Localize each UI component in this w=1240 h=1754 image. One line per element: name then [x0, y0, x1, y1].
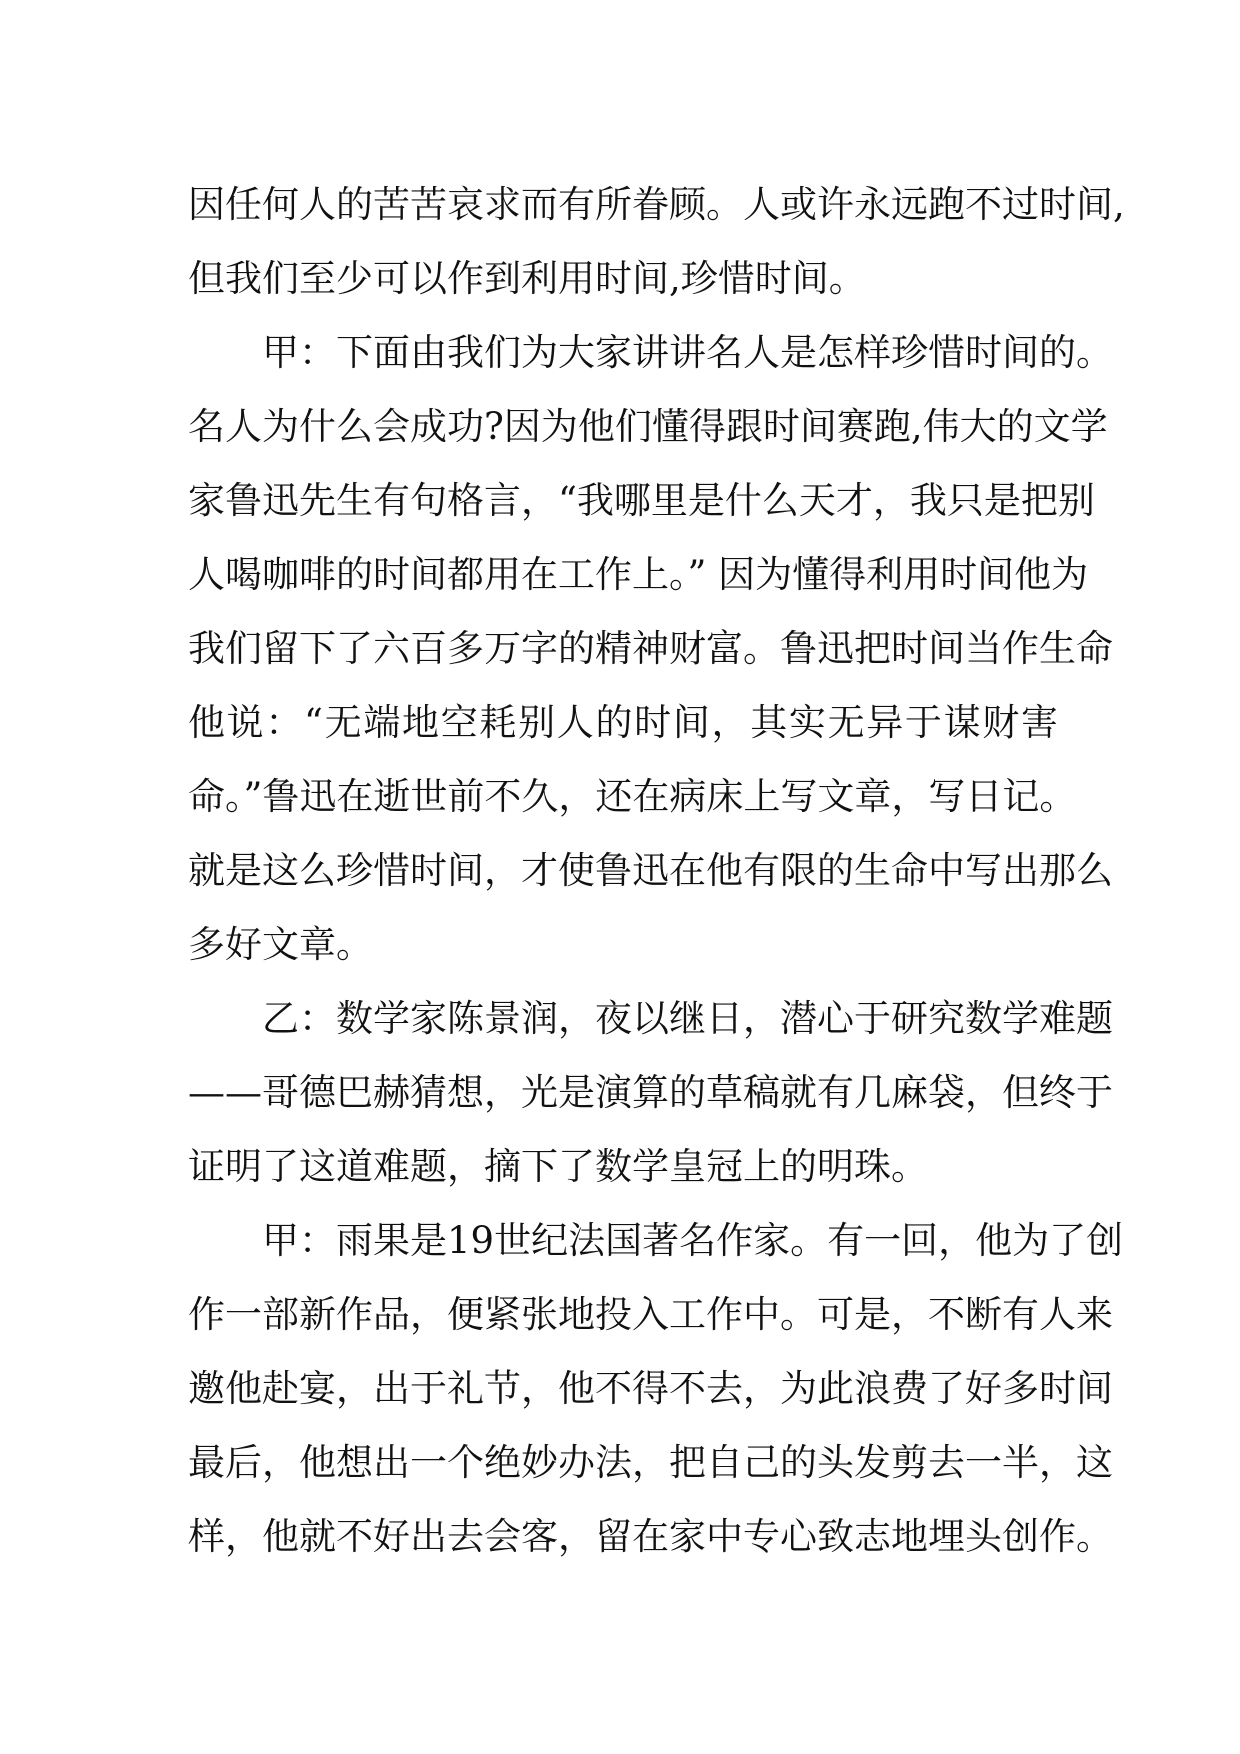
- text-line: 邀他赴宴，出于礼节，他不得不去，为此浪费了好多时间: [188, 1367, 1113, 1410]
- text-line: 命。”鲁迅在逝世前不久，还在病床上写文章，写日记。: [188, 775, 1077, 818]
- text-line: 因任何人的苦苦哀求而有所眷顾。人或许永远跑不过时间,: [188, 183, 1125, 226]
- text-line: ——哥德巴赫猜想，光是演算的草稿就有几麻袋，但终于: [188, 1071, 1113, 1114]
- text-line: 家鲁迅先生有句格言，“我哪里是什么天才，我只是把别: [188, 479, 1095, 522]
- paragraph: [188, 316, 1113, 982]
- text-line: 名人为什么会成功?因为他们懂得跟时间赛跑,伟大的文学: [188, 405, 1108, 448]
- text-line: 甲：雨果是19世纪法国著名作家。有一回，他为了创: [262, 1219, 1124, 1262]
- text-line: 多好文章。: [188, 923, 373, 966]
- text-line: 我们留下了六百多万字的精神财富。鲁迅把时间当作生命: [188, 627, 1113, 670]
- text-line: 证明了这道难题，摘下了数学皇冠上的明珠。: [188, 1145, 928, 1188]
- body-text: [188, 168, 1125, 1574]
- text-line: 作一部新作品，便紧张地投入工作中。可是，不断有人来: [188, 1293, 1113, 1336]
- paragraph: [188, 1204, 1124, 1574]
- text-line: 就是这么珍惜时间，才使鲁迅在他有限的生命中写出那么: [188, 849, 1113, 892]
- text-line: 乙：数学家陈景润，夜以继日，潜心于研究数学难题: [262, 997, 1113, 1040]
- paragraph: [188, 168, 1125, 316]
- paragraph: [188, 982, 1113, 1204]
- text-line: 但我们至少可以作到利用时间,珍惜时间。: [188, 257, 866, 300]
- text-line: 样，他就不好出去会客，留在家中专心致志地埋头创作。: [188, 1515, 1113, 1558]
- text-line: 甲：下面由我们为大家讲讲名人是怎样珍惜时间的。: [262, 331, 1113, 374]
- text-line: 他说：“无端地空耗别人的时间，其实无异于谋财害: [188, 701, 1058, 744]
- text-line: 最后，他想出一个绝妙办法，把自己的头发剪去一半，这: [188, 1441, 1113, 1484]
- text-line: 人喝咖啡的时间都用在工作上。” 因为懂得利用时间他为: [188, 553, 1089, 596]
